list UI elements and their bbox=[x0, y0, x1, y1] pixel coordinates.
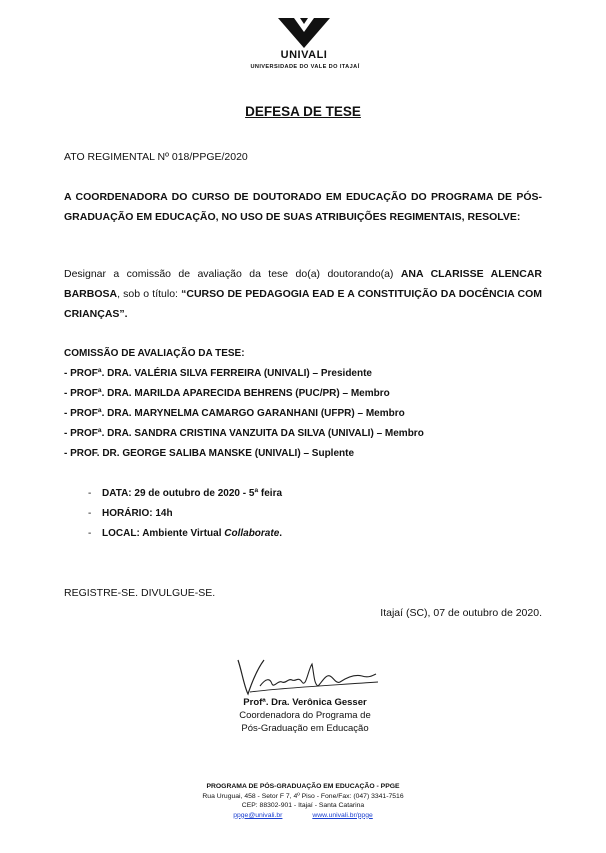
closing-statement: REGISTRE-SE. DIVULGUE-SE. bbox=[64, 587, 216, 599]
signatory-role-line1: Coordenadora do Programa de bbox=[239, 710, 371, 721]
logo-name: UNIVALI bbox=[280, 49, 328, 61]
footer-program: PROGRAMA DE PÓS-GRADUAÇÃO EM EDUCAÇÃO - PPGE bbox=[206, 783, 400, 790]
document-title: DEFESA DE TESE bbox=[245, 104, 361, 119]
committee-member: - PROF. DR. GEORGE SALIBA MANSKE (UNIVALI) – Suplente bbox=[64, 448, 355, 459]
time-value: 14h bbox=[152, 508, 173, 519]
footer-links bbox=[0, 811, 606, 821]
designation-intro: Designar a comissão de avaliação da tese do(a) doutorando(a) bbox=[64, 268, 401, 280]
committee-member: - PROFª. DRA. SANDRA CRISTINA VANZUITA DA SILVA (UNIVALI) – Membro bbox=[64, 428, 424, 439]
footer-address: Rua Uruguai, 458 - Setor F 7, 4º Piso - Fone/Fax: (047) 3341-7516 bbox=[202, 792, 404, 800]
footer bbox=[0, 782, 606, 820]
committee-list bbox=[64, 344, 424, 464]
committee-heading: COMISSÃO DE AVALIAÇÃO DA TESE: bbox=[64, 348, 245, 359]
place-end: . bbox=[279, 528, 283, 539]
committee-member: - PROFª. DRA. MARYNELMA CAMARGO GARANHANI (UFPR) – Membro bbox=[64, 408, 405, 419]
footer-website-link[interactable]: www.univali.br/ppge bbox=[312, 811, 373, 819]
time-label: HORÁRIO: bbox=[102, 508, 153, 519]
committee-member: - PROFª. DRA. VALÉRIA SILVA FERREIRA (UNIVALI) – Presidente bbox=[64, 368, 372, 379]
act-number: ATO REGIMENTAL Nº 018/PPGE/2020 bbox=[64, 151, 248, 163]
date-value: 29 de outubro de 2020 - 5ª feira bbox=[131, 488, 283, 499]
signatory-role-line2: Pós-Graduação em Educação bbox=[241, 723, 369, 734]
designation-mid: , sob o título: bbox=[117, 288, 182, 300]
student-name: ANA CLARISSE ALENCAR BARBOSA bbox=[64, 268, 542, 300]
footer-cep: CEP: 88302-901 - Itajaí - Santa Catarina bbox=[241, 802, 365, 809]
time-line: - HORÁRIO: 14h bbox=[88, 508, 173, 519]
designation-paragraph bbox=[64, 264, 542, 324]
place-label: LOCAL: bbox=[102, 528, 140, 539]
preamble: A COORDENADORA DO CURSO DE DOUTORADO EM EDUCAÇÃO DO PROGRAMA DE PÓS-GRADUAÇÃO EM EDUCAÇÃO, NO USO DE SUAS ATRIBUIÇÕES REGIMENTAIS, RESOLVE: bbox=[64, 191, 542, 223]
place-and-date: Itajaí (SC), 07 de outubro de 2020. bbox=[380, 607, 542, 619]
date-line: - DATA: 29 de outubro de 2020 - 5ª feira bbox=[88, 488, 283, 499]
place-value: Ambiente Virtual bbox=[139, 528, 225, 539]
signature-block bbox=[180, 696, 430, 735]
date-label: DATA: bbox=[102, 488, 132, 499]
footer-email-link[interactable]: ppge@univali.br bbox=[233, 811, 283, 819]
logo-subtitle: UNIVERSIDADE DO VALE DO ITAJAÍ bbox=[250, 64, 360, 70]
thesis-title: “CURSO DE PEDAGOGIA EAD E A CONSTITUIÇÃO DA DOCÊNCIA COM CRIANÇAS”. bbox=[64, 288, 542, 320]
handwritten-signature bbox=[230, 652, 380, 700]
place-platform: Collaborate bbox=[224, 528, 280, 539]
committee-member: - PROFª. DRA. MARILDA APARECIDA BEHRENS (PUC/PR) – Membro bbox=[64, 388, 390, 399]
univali-emblem-icon bbox=[278, 18, 330, 48]
signatory-name: Profª. Dra. Verônica Gesser bbox=[243, 697, 367, 708]
place-line: - LOCAL: Ambiente Virtual Collaborate. bbox=[88, 528, 283, 539]
defense-details bbox=[88, 484, 282, 544]
